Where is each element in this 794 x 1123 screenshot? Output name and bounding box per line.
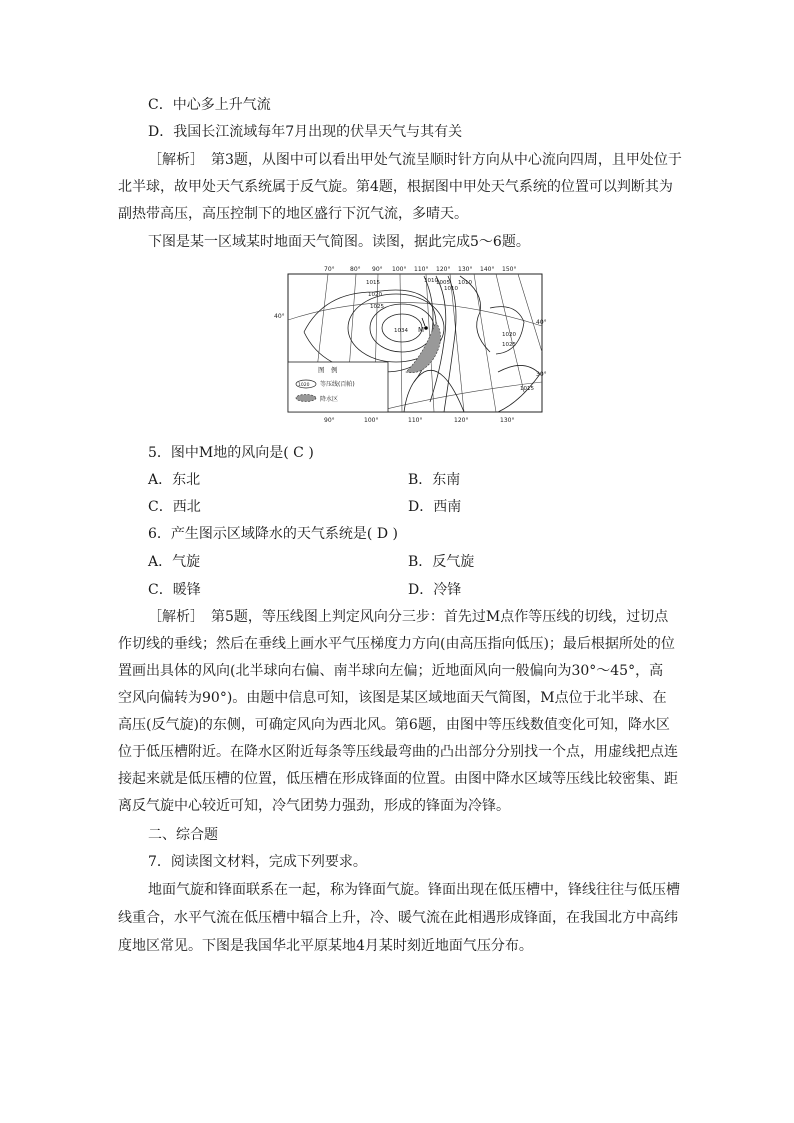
analysis-line: 作切线的垂线；然后在垂线上画水平气压梯度力方向(由高压指向低压)；最后根据所处的位: [118, 636, 675, 652]
svg-text:1020: 1020: [502, 332, 516, 338]
q5-option-d: D．西南: [408, 499, 462, 515]
svg-text:1010: 1010: [458, 280, 472, 286]
q6-option-c: C．暖锋: [148, 582, 201, 598]
svg-text:1010: 1010: [424, 278, 438, 284]
legend-rain-label: 降水区: [320, 396, 339, 403]
q5-stem: 5．图中M地的风向是( C ): [148, 445, 314, 461]
q7-stem: 7．阅读图文材料，完成下列要求。: [148, 854, 367, 870]
point-m-label: M: [418, 326, 425, 334]
svg-text:1025: 1025: [502, 342, 516, 348]
analysis-line: 离反气旋中心较近可知，冷气团势力强劲，形成的锋面为冷锋。: [118, 798, 510, 814]
svg-text:150°: 150°: [502, 266, 517, 273]
svg-text:130°: 130°: [458, 266, 473, 273]
svg-text:1015: 1015: [366, 280, 380, 286]
bottom-longitude-labels: [324, 417, 514, 424]
section-heading: 二、综合题: [148, 827, 218, 843]
svg-text:100°: 100°: [392, 266, 407, 273]
q5-option-b: B．东南: [408, 472, 461, 488]
svg-text:80°: 80°: [350, 266, 361, 273]
material-line: 度地区常见。下图是我国华北平原某地4月某时刻近地面气压分布。: [118, 938, 533, 954]
analysis-line: 置画出具体的风向(北半球向右偏、南半球向左偏；近地面风向一般偏向为30°～45°，高: [118, 663, 664, 679]
svg-text:120°: 120°: [454, 417, 469, 424]
right-latitude-40: 40°: [536, 319, 547, 326]
left-latitude-label: 40°: [274, 313, 285, 320]
analysis-line: 副热带高压，高压控制下的地区盛行下沉气流，多晴天。: [118, 206, 468, 222]
point-m-marker: [424, 326, 428, 330]
q6-option-d: D．冷锋: [408, 582, 462, 598]
svg-text:1010: 1010: [444, 286, 458, 292]
q6-option-b: B．反气旋: [408, 554, 475, 570]
analysis-line: ［解析］ 第5题，等压线图上判定风向分三步：首先过M点作等压线的切线，过切点: [148, 609, 669, 625]
svg-text:110°: 110°: [408, 417, 423, 424]
analysis-line: 北半球，故甲处天气系统属于反气旋。第4题，根据图中甲处天气系统的位置可以判断其为: [118, 179, 673, 195]
analysis-line: 位于低压槽附近。在降水区附近每条等压线最弯曲的凸出部分分别找一个点，用虚线把点连: [118, 744, 678, 760]
legend-title: 图 例: [318, 366, 338, 374]
svg-text:1020: 1020: [298, 383, 310, 388]
right-latitude-30: 30°: [536, 371, 547, 378]
map-legend: [288, 362, 388, 412]
svg-text:100°: 100°: [364, 417, 379, 424]
svg-text:1034: 1034: [394, 328, 408, 334]
analysis-line: 接起来就是低压槽的位置，低压槽在形成锋面的位置。由图中降水区域等压线比较密集、距: [118, 771, 678, 787]
intro-5-6: 下图是某一区域某时地面天气简图。读图，据此完成5～6题。: [148, 234, 530, 250]
legend-isobar-label: 等压线(百帕): [320, 381, 355, 388]
analysis-line: 高压(反气旋)的东侧，可确定风向为西北风。第6题，由图中等压线数值变化可知，降水区: [118, 717, 670, 733]
q4-option-c: C．中心多上升气流: [148, 97, 271, 113]
svg-text:1015: 1015: [520, 386, 534, 392]
svg-text:1020: 1020: [368, 292, 382, 298]
top-longitude-labels: [324, 266, 516, 273]
analysis-line: ［解析］ 第3题，从图中可以看出甲处气流呈顺时针方向从中心流向四周，且甲处位于: [148, 152, 682, 168]
analysis-line: 空风向偏转为90°)。由题中信息可知，该图是某区域地面天气简图，M点位于北半球、在: [118, 690, 667, 706]
svg-text:140°: 140°: [480, 266, 495, 273]
svg-text:130°: 130°: [500, 417, 515, 424]
svg-text:110°: 110°: [414, 266, 429, 273]
q5-option-a: A．东北: [148, 472, 201, 488]
q6-option-a: A．气旋: [148, 554, 201, 570]
material-line: 线重合，水平气流在低压槽中辐合上升，冷、暖气流在此相遇形成锋面，在我国北方中高纬: [118, 910, 678, 926]
q6-stem: 6．产生图示区域降水的天气系统是( D ): [148, 526, 398, 542]
svg-text:90°: 90°: [372, 266, 383, 273]
svg-text:120°: 120°: [436, 266, 451, 273]
material-line: 地面气旋和锋面联系在一起，称为锋面气旋。锋面出现在低压槽中，锋线往往与低压槽: [148, 882, 680, 898]
q4-option-d: D．我国长江流域每年7月出现的伏旱天气与其有关: [148, 124, 463, 140]
q5-option-c: C．西北: [148, 499, 201, 515]
svg-text:70°: 70°: [324, 266, 335, 273]
svg-text:1005: 1005: [436, 280, 450, 286]
weather-map-figure: [274, 262, 547, 426]
svg-text:90°: 90°: [324, 417, 335, 424]
svg-text:1025: 1025: [370, 304, 384, 310]
